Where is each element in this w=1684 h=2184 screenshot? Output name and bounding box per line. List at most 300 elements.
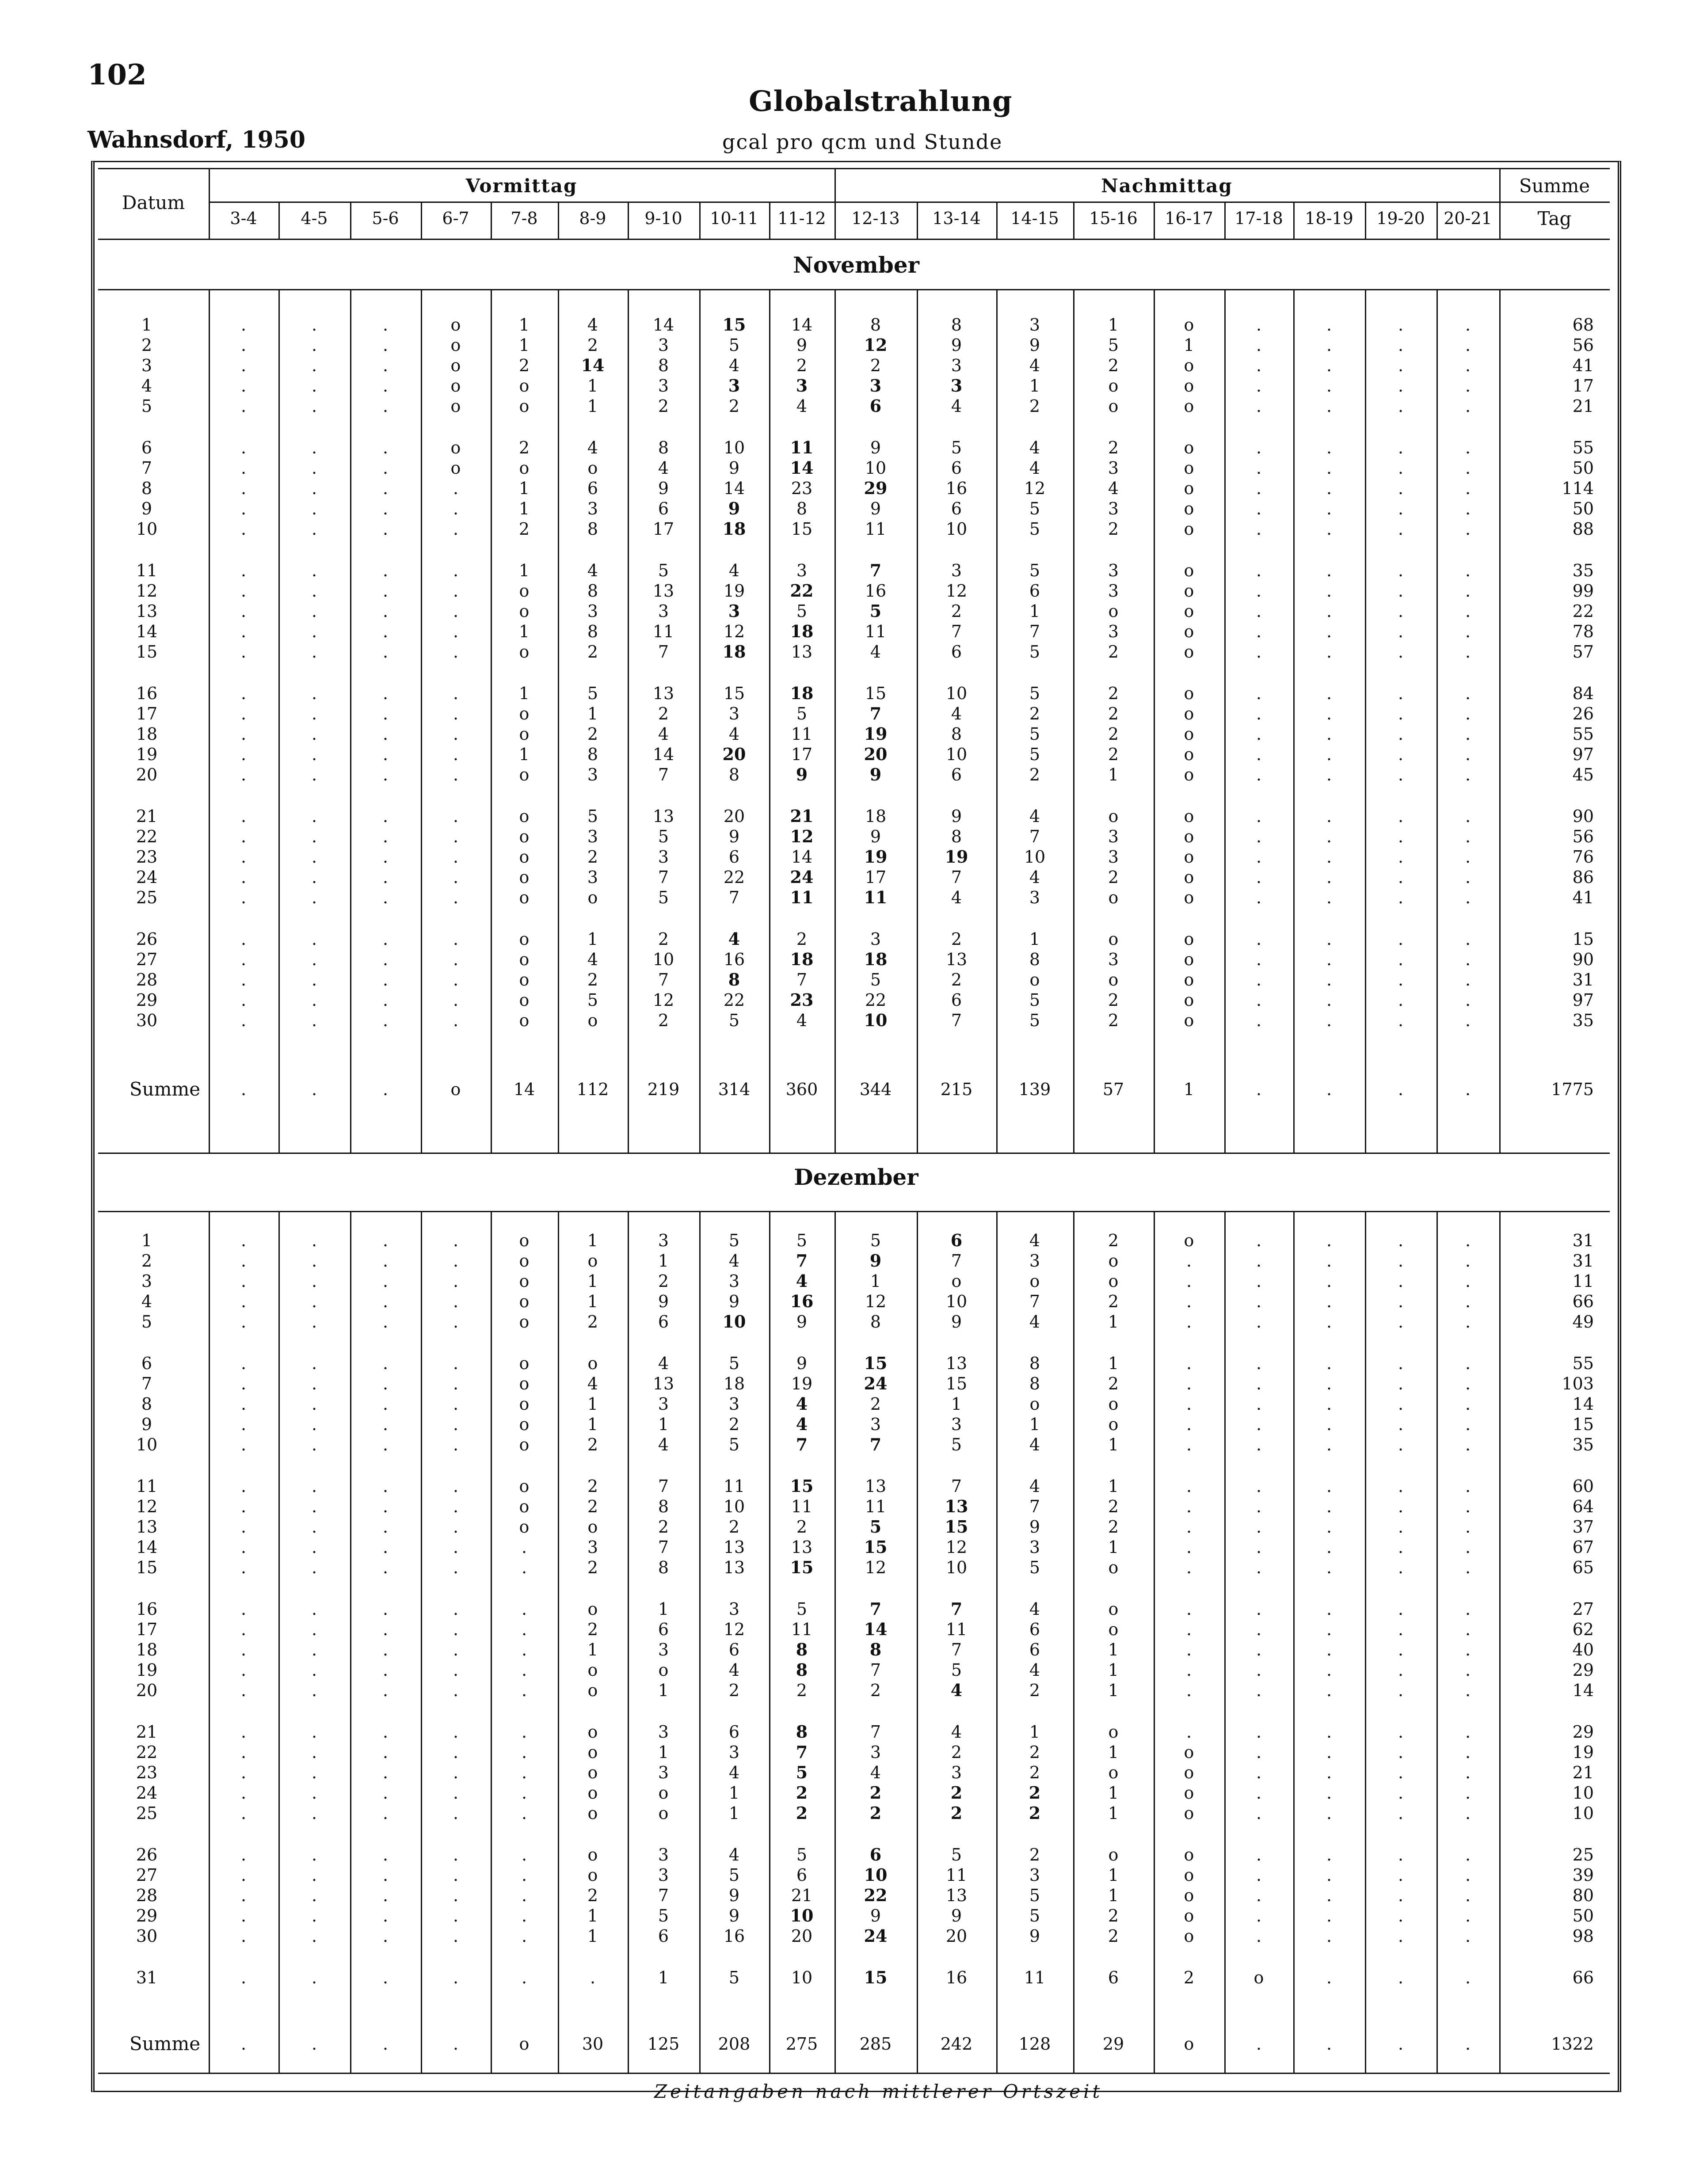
data-cell: 3 — [1108, 458, 1119, 478]
data-cell: . — [1186, 1394, 1192, 1414]
data-cell: 2 — [587, 1558, 598, 1577]
data-cell: 3 — [951, 1415, 962, 1434]
data-cell: 2 — [1108, 1374, 1119, 1393]
data-cell: . — [240, 1394, 247, 1414]
data-cell: . — [240, 1476, 247, 1496]
data-cell: . — [453, 1599, 459, 1619]
row-date: 11 — [136, 1476, 158, 1496]
data-cell: . — [240, 950, 247, 969]
data-cell: 2 — [1108, 745, 1119, 764]
data-cell: 8 — [870, 1312, 881, 1332]
data-cell: o — [587, 1743, 598, 1762]
data-cell: 4 — [1029, 438, 1040, 457]
data-cell: . — [311, 561, 317, 580]
data-cell: . — [1256, 1783, 1262, 1803]
data-cell: 10 — [865, 458, 887, 478]
data-cell: 4 — [1108, 479, 1119, 498]
data-cell: 1 — [1108, 1804, 1119, 1823]
data-cell: 6 — [869, 1845, 882, 1864]
row-date: 7 — [141, 1374, 152, 1393]
data-cell: . — [311, 1435, 317, 1454]
data-cell: 20 — [723, 807, 745, 826]
data-cell: . — [1465, 1497, 1471, 1516]
data-cell: . — [1256, 1435, 1262, 1454]
data-cell: 6 — [1029, 581, 1040, 601]
data-cell: o — [519, 1435, 530, 1454]
summe-cell: 360 — [785, 1080, 818, 1099]
data-cell: 4 — [658, 458, 669, 478]
data-cell: 8 — [658, 1497, 669, 1516]
data-cell: 7 — [658, 765, 669, 784]
data-cell: 5 — [869, 601, 882, 621]
data-cell: 9 — [951, 807, 962, 826]
row-day-total: 103 — [1562, 1374, 1594, 1393]
header-hour-18-19: 18-19 — [1305, 209, 1353, 228]
data-cell: 15 — [945, 1517, 968, 1537]
summe-cell: 219 — [647, 1080, 680, 1099]
data-cell: . — [1465, 315, 1471, 335]
row-date: 26 — [136, 929, 158, 949]
data-cell: . — [521, 1845, 527, 1864]
data-cell: . — [240, 1660, 247, 1680]
data-cell: o — [450, 438, 461, 457]
row-date: 17 — [136, 1620, 158, 1639]
data-cell: . — [382, 1537, 389, 1557]
data-cell: o — [587, 1354, 598, 1373]
section-title-dezember: Dezember — [794, 1164, 918, 1190]
data-cell: . — [382, 561, 389, 580]
row-date: 14 — [136, 622, 158, 641]
data-cell: . — [1186, 1660, 1192, 1680]
data-cell: 4 — [1029, 1660, 1040, 1680]
data-cell: 2 — [728, 1681, 740, 1700]
data-cell: . — [1465, 1415, 1471, 1434]
data-cell: 1 — [1108, 1354, 1119, 1373]
data-cell: . — [311, 724, 317, 744]
data-cell: 6 — [658, 1926, 669, 1946]
data-cell: 3 — [658, 1394, 669, 1414]
data-cell: o — [587, 1251, 598, 1271]
data-cell: . — [1326, 1435, 1332, 1454]
data-cell: . — [382, 479, 389, 498]
data-cell: 4 — [728, 561, 740, 580]
data-cell: . — [1398, 847, 1404, 867]
summe-cell: . — [1465, 1080, 1471, 1099]
data-cell: . — [1256, 335, 1262, 355]
row-day-total: 49 — [1572, 1312, 1594, 1332]
data-cell: . — [240, 1292, 247, 1311]
data-cell: o — [587, 1783, 598, 1803]
data-cell: 12 — [790, 826, 814, 846]
data-cell: 3 — [1029, 1865, 1040, 1885]
data-cell: . — [453, 499, 459, 518]
data-cell: . — [1465, 458, 1471, 478]
data-cell: . — [311, 458, 317, 478]
row-day-total: 40 — [1572, 1640, 1594, 1659]
data-cell: o — [587, 1681, 598, 1700]
header-hour-6-7: 6-7 — [442, 209, 469, 228]
data-cell: 9 — [796, 1312, 808, 1332]
data-cell: . — [382, 1312, 389, 1332]
data-cell: . — [240, 396, 247, 416]
data-cell: 1 — [518, 335, 530, 355]
data-cell: 4 — [728, 724, 740, 744]
data-cell: . — [1326, 704, 1332, 723]
data-cell: 2 — [658, 1011, 669, 1030]
header-hour-11-12: 11-12 — [777, 209, 826, 228]
data-cell: o — [1184, 950, 1194, 969]
data-cell: . — [1326, 1537, 1332, 1557]
data-cell: . — [1465, 807, 1471, 826]
data-cell: 4 — [1029, 1599, 1040, 1619]
row-date: 23 — [136, 1763, 158, 1782]
data-cell: 5 — [1029, 561, 1040, 580]
row-date: 21 — [136, 1722, 158, 1742]
data-cell: 9 — [951, 1312, 962, 1332]
row-day-total: 31 — [1572, 1251, 1594, 1271]
data-cell: . — [311, 1620, 317, 1639]
data-cell: . — [1326, 990, 1332, 1010]
data-cell: . — [1398, 868, 1404, 887]
data-cell: o — [1108, 601, 1119, 621]
data-cell: . — [1398, 1374, 1404, 1393]
data-cell: . — [521, 1660, 527, 1680]
data-cell: 18 — [722, 642, 746, 662]
data-cell: . — [311, 1865, 317, 1885]
data-cell: . — [382, 704, 389, 723]
data-cell: 6 — [658, 499, 669, 518]
data-cell: 1 — [587, 376, 598, 396]
data-cell: 5 — [658, 827, 669, 846]
data-cell: . — [311, 950, 317, 969]
data-cell: 5 — [870, 970, 881, 989]
data-cell: . — [1398, 1599, 1404, 1619]
data-cell: o — [450, 458, 461, 478]
row-day-total: 88 — [1572, 519, 1594, 539]
data-cell: 12 — [723, 622, 745, 641]
data-cell: 15 — [864, 1537, 888, 1557]
data-cell: 16 — [723, 950, 745, 969]
data-cell: 3 — [658, 1722, 669, 1742]
data-cell: 18 — [790, 621, 814, 641]
row-day-total: 25 — [1572, 1845, 1594, 1864]
data-cell: . — [1326, 827, 1332, 846]
data-cell: 8 — [951, 315, 962, 335]
data-cell: 1 — [587, 1640, 598, 1659]
data-cell: 3 — [796, 376, 808, 396]
data-cell: . — [1256, 642, 1262, 662]
data-cell: o — [1108, 929, 1119, 949]
data-cell: 20 — [864, 744, 888, 764]
row-date: 20 — [136, 1681, 158, 1700]
data-cell: 3 — [869, 376, 882, 396]
data-cell: . — [453, 1865, 459, 1885]
row-date: 15 — [136, 1558, 158, 1577]
data-cell: 15 — [722, 315, 746, 335]
data-cell: . — [453, 1231, 459, 1250]
data-cell: 2 — [796, 1803, 808, 1823]
data-cell: 2 — [1108, 684, 1119, 703]
data-cell: 5 — [1029, 1886, 1040, 1905]
data-cell: . — [1398, 970, 1404, 989]
data-cell: . — [1398, 765, 1404, 784]
row-date: 22 — [136, 1743, 158, 1762]
data-cell: 5 — [1029, 684, 1040, 703]
data-cell: . — [1465, 888, 1471, 907]
data-cell: 6 — [728, 1722, 740, 1742]
data-cell: . — [382, 1251, 389, 1271]
data-cell: o — [1184, 1906, 1194, 1925]
data-cell: . — [240, 1620, 247, 1639]
data-cell: . — [240, 970, 247, 989]
data-cell: . — [1465, 1476, 1471, 1496]
data-cell: 4 — [951, 704, 962, 723]
data-cell: . — [311, 1640, 317, 1659]
data-cell: . — [521, 1722, 527, 1742]
data-cell: o — [519, 765, 530, 784]
data-cell: . — [1465, 335, 1471, 355]
row-day-total: 35 — [1572, 561, 1594, 580]
data-cell: . — [1398, 335, 1404, 355]
data-cell: 13 — [652, 1374, 674, 1393]
data-cell: . — [1186, 1722, 1192, 1742]
data-cell: . — [1326, 1497, 1332, 1516]
data-cell: 3 — [587, 499, 598, 518]
data-cell: . — [240, 581, 247, 601]
data-cell: 4 — [728, 1845, 740, 1864]
data-cell: . — [453, 1906, 459, 1925]
data-cell: 8 — [658, 1558, 669, 1577]
data-cell: 5 — [796, 601, 808, 621]
data-cell: 5 — [1029, 724, 1040, 744]
row-date: 16 — [136, 1599, 158, 1619]
data-cell: . — [1326, 1558, 1332, 1577]
data-cell: . — [1256, 1763, 1262, 1782]
data-cell: 3 — [658, 1640, 669, 1659]
data-cell: . — [1326, 888, 1332, 907]
data-cell: o — [1184, 1845, 1194, 1864]
data-cell: . — [1256, 1743, 1262, 1762]
data-cell: o — [519, 724, 530, 744]
data-cell: . — [240, 1783, 247, 1803]
data-cell: 5 — [728, 1354, 740, 1373]
data-cell: 9 — [1029, 335, 1040, 355]
data-cell: 4 — [587, 561, 598, 580]
data-cell: o — [519, 1011, 530, 1030]
data-cell: 19 — [864, 724, 888, 744]
data-cell: 1 — [518, 499, 530, 518]
row-day-total: 56 — [1572, 827, 1594, 846]
summe-cell: . — [1256, 2034, 1262, 2054]
data-cell: 5 — [587, 684, 598, 703]
table-bottom-rule — [98, 2073, 1610, 2074]
data-cell: 17 — [791, 745, 813, 764]
data-cell: . — [1465, 561, 1471, 580]
data-cell: . — [1326, 868, 1332, 887]
data-cell: o — [1108, 807, 1119, 826]
summe-cell: . — [382, 1080, 389, 1099]
data-cell: . — [1186, 1415, 1192, 1434]
data-cell: 24 — [864, 1926, 888, 1946]
data-cell: o — [587, 1845, 598, 1864]
data-cell: 2 — [1108, 642, 1119, 662]
data-cell: 7 — [796, 1434, 808, 1454]
row-day-total: 14 — [1572, 1681, 1594, 1700]
data-cell: 16 — [945, 479, 968, 498]
data-cell: . — [240, 1640, 247, 1659]
data-cell: . — [521, 1599, 527, 1619]
data-cell: 4 — [1029, 807, 1040, 826]
data-cell: . — [1465, 929, 1471, 949]
summe-cell: 275 — [785, 2034, 818, 2054]
data-cell: 22 — [865, 990, 887, 1010]
data-cell: . — [311, 1660, 317, 1680]
data-cell: . — [1256, 1312, 1262, 1332]
data-cell: . — [453, 479, 459, 498]
data-cell: o — [519, 1354, 530, 1373]
data-cell: . — [1256, 1722, 1262, 1742]
data-cell: . — [521, 1743, 527, 1762]
data-cell: o — [1108, 970, 1119, 989]
data-cell: 13 — [652, 807, 674, 826]
data-cell: 11 — [790, 887, 814, 907]
data-cell: 1 — [658, 1681, 669, 1700]
data-cell: . — [311, 827, 317, 846]
data-cell: . — [311, 868, 317, 887]
data-cell: 11 — [945, 1620, 968, 1639]
data-cell: 8 — [1029, 1374, 1040, 1393]
data-cell: . — [1465, 1394, 1471, 1414]
header-hour-12-13: 12-13 — [851, 209, 900, 228]
row-date: 8 — [141, 1394, 152, 1414]
header-top-rule — [98, 168, 1610, 169]
summe-cell: 208 — [718, 2034, 751, 2054]
data-cell: 13 — [865, 1476, 887, 1496]
data-cell: o — [1184, 765, 1194, 784]
data-cell: . — [240, 1763, 247, 1782]
data-cell: 7 — [1029, 622, 1040, 641]
data-cell: o — [1184, 929, 1194, 949]
data-cell: o — [587, 888, 598, 907]
data-cell: . — [1256, 1292, 1262, 1311]
data-cell: 3 — [658, 1231, 669, 1250]
summe-cell: 14 — [513, 1080, 535, 1099]
data-cell: . — [240, 1558, 247, 1577]
data-cell: . — [453, 970, 459, 989]
data-cell: 2 — [951, 929, 962, 949]
row-day-total: 67 — [1572, 1537, 1594, 1557]
data-cell: . — [1465, 622, 1471, 641]
row-date: 27 — [136, 1865, 158, 1885]
data-cell: . — [1398, 990, 1404, 1010]
data-cell: 13 — [945, 1496, 968, 1516]
data-cell: . — [1256, 396, 1262, 416]
data-cell: . — [1465, 581, 1471, 601]
header-hour-8-9: 8-9 — [579, 209, 606, 228]
data-cell: . — [1326, 479, 1332, 498]
data-cell: 11 — [1024, 1968, 1046, 1987]
data-cell: 3 — [728, 601, 740, 621]
data-cell: 4 — [728, 1660, 740, 1680]
row-day-total: 76 — [1572, 847, 1594, 867]
data-cell: 11 — [791, 1620, 813, 1639]
data-cell: . — [1465, 847, 1471, 867]
data-cell: . — [453, 1968, 459, 1987]
data-cell: . — [382, 868, 389, 887]
data-cell: o — [519, 970, 530, 989]
data-cell: 4 — [796, 1414, 808, 1434]
data-cell: 1 — [587, 396, 598, 416]
data-cell: 3 — [728, 1394, 740, 1414]
data-cell: . — [1186, 1620, 1192, 1639]
data-cell: o — [519, 1251, 530, 1271]
data-cell: . — [311, 581, 317, 601]
header-nachmittag: Nachmittag — [1101, 175, 1233, 197]
data-cell: 2 — [587, 970, 598, 989]
data-cell: 8 — [587, 622, 598, 641]
data-cell: 20 — [945, 1926, 968, 1946]
data-cell: . — [453, 868, 459, 887]
data-cell: 1 — [1108, 765, 1119, 784]
data-cell: o — [1184, 1804, 1194, 1823]
data-cell: 1 — [1029, 376, 1040, 396]
data-cell: 22 — [723, 868, 745, 887]
data-cell: 4 — [658, 724, 669, 744]
data-cell: . — [1256, 765, 1262, 784]
data-cell: . — [453, 684, 459, 703]
header-group-rule — [209, 202, 1499, 203]
data-cell: . — [1465, 970, 1471, 989]
data-cell: . — [521, 1865, 527, 1885]
data-cell: . — [1256, 1354, 1262, 1373]
data-cell: . — [1465, 1804, 1471, 1823]
data-cell: 3 — [658, 847, 669, 867]
summe-cell: . — [311, 2034, 317, 2054]
data-cell: . — [1256, 1415, 1262, 1434]
data-cell: 1 — [1108, 1476, 1119, 1496]
data-cell: o — [1029, 970, 1040, 989]
summe-col-rule — [1499, 202, 1610, 203]
data-cell: . — [453, 1415, 459, 1434]
data-cell: . — [311, 1354, 317, 1373]
data-cell: 14 — [652, 745, 674, 764]
data-cell: 11 — [865, 1497, 887, 1516]
row-date: 8 — [141, 479, 152, 498]
data-cell: . — [311, 1415, 317, 1434]
data-cell: . — [382, 990, 389, 1010]
data-cell: 7 — [869, 560, 882, 580]
data-cell: 8 — [1029, 1354, 1040, 1373]
data-cell: . — [311, 438, 317, 457]
data-cell: 10 — [723, 438, 745, 457]
data-cell: 1 — [1029, 1415, 1040, 1434]
data-cell: . — [1398, 1845, 1404, 1864]
data-cell: . — [1465, 1312, 1471, 1332]
data-cell: 7 — [869, 1434, 882, 1454]
data-cell: . — [382, 396, 389, 416]
data-cell: . — [1465, 1271, 1471, 1291]
data-cell: 2 — [950, 1803, 963, 1823]
data-cell: . — [1465, 704, 1471, 723]
data-cell: o — [1108, 396, 1119, 416]
data-cell: 11 — [790, 438, 814, 457]
data-cell: . — [382, 1497, 389, 1516]
data-cell: 3 — [728, 1743, 740, 1762]
data-cell: . — [382, 1763, 389, 1782]
data-cell: . — [1326, 1476, 1332, 1496]
data-cell: 7 — [658, 1537, 669, 1557]
row-day-total: 14 — [1572, 1394, 1594, 1414]
